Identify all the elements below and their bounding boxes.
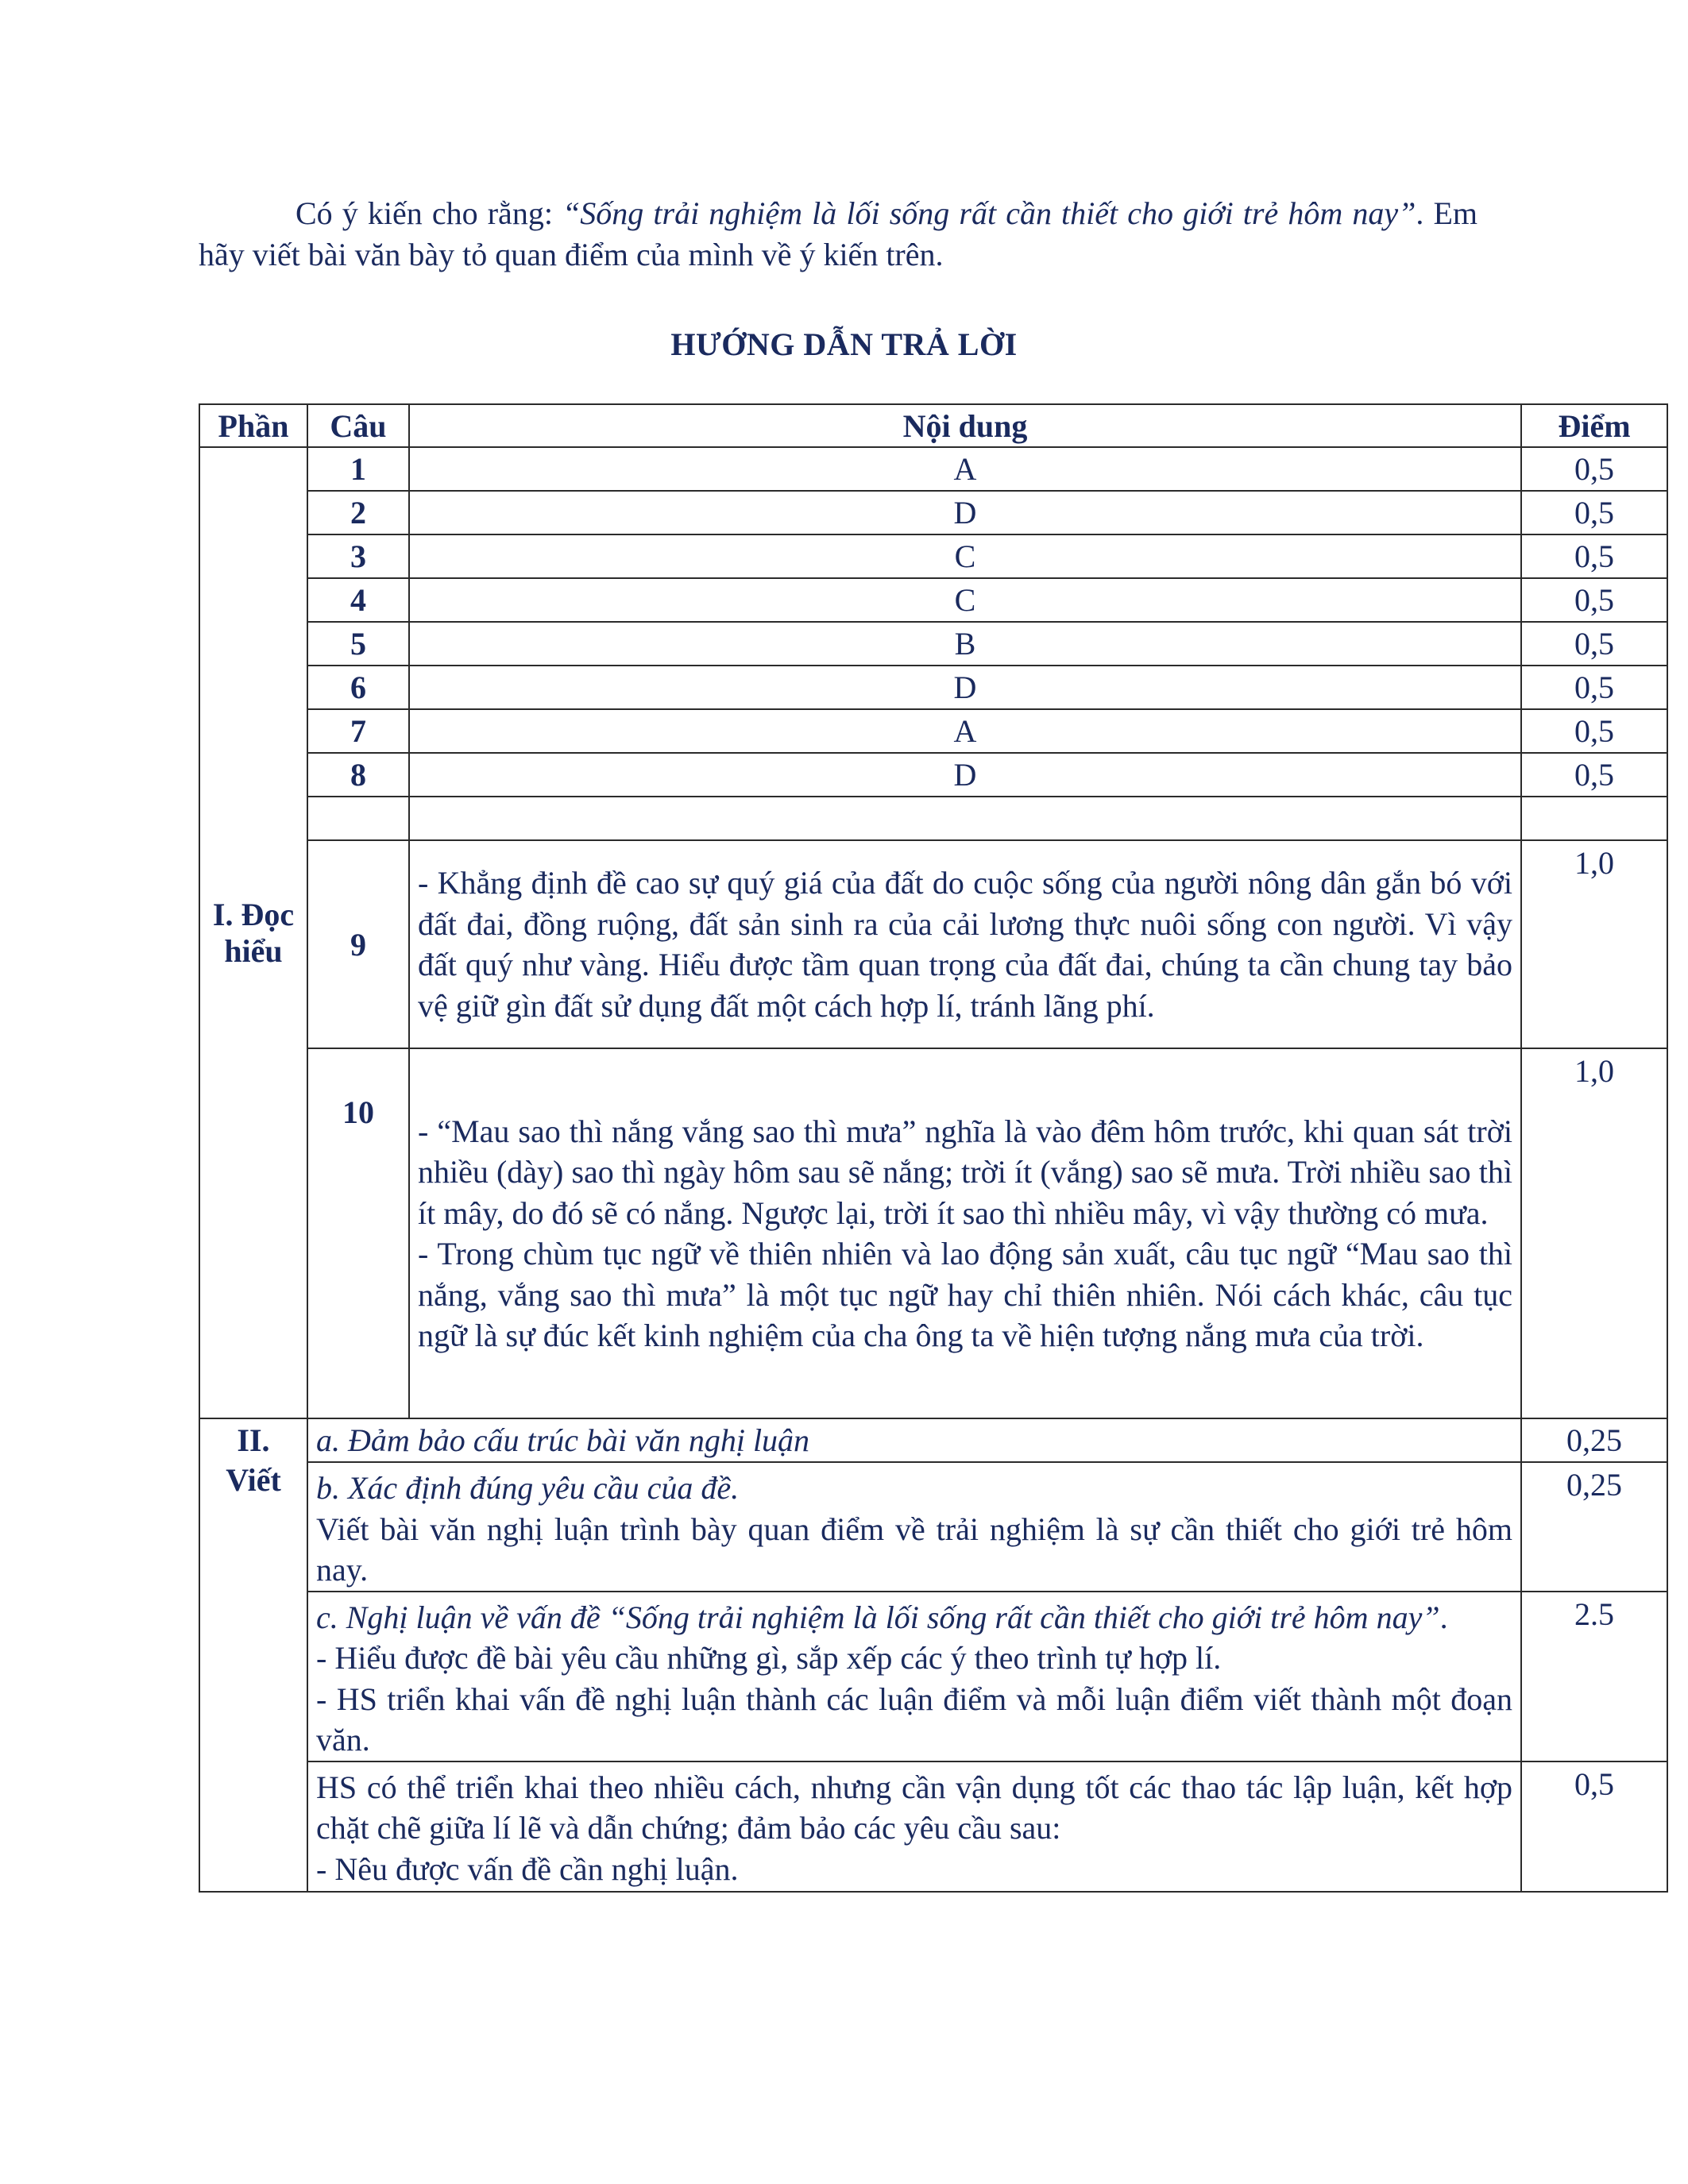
criterion-c-heading	[316, 1597, 1512, 1638]
table-row	[199, 622, 1667, 666]
criterion-b	[307, 1462, 1521, 1592]
table-row	[199, 1462, 1667, 1592]
score-cell: 0,5	[1521, 534, 1667, 578]
answer-cell: D	[409, 753, 1521, 797]
criterion-c-quote: “Sống trải nghiệm là lối sống rất cần thiết cho giới trẻ hôm nay”	[608, 1599, 1440, 1635]
score-cell: 0,5	[1521, 491, 1667, 534]
prompt-quote: “Sống trải nghiệm là lối sống rất cần thiết cho giới trẻ hôm nay”	[562, 195, 1416, 231]
header-diem: Điểm	[1521, 404, 1667, 447]
question-number: 3	[307, 534, 409, 578]
score-cell: 0,25	[1521, 1462, 1667, 1592]
criterion-c-line: - Hiểu được đề bài yêu cầu những gì, sắp xếp các ý theo trình tự hợp lí.	[316, 1640, 1222, 1676]
answer-paragraph: - Khẳng định đề cao sự quý giá của đất do cuộc sống của người nông dân gắn bó với đất đai, đồng ruộng, đất sản sinh ra của cải lương thực nuôi sống con người. Vì vậy đất quý như vàng. Hiểu được tầm quan trọng của đất đai, chúng ta cần chung tay bảo vệ giữ gìn đất sử dụng đất một cách hợp lí, tránh lãng phí.	[409, 840, 1521, 1048]
score-cell: 0,5	[1521, 447, 1667, 491]
answer-cell: D	[409, 491, 1521, 534]
table-header-row	[199, 404, 1667, 447]
score-cell: 0,25	[1521, 1418, 1667, 1462]
question-number: 4	[307, 578, 409, 622]
score-cell: 0,5	[1521, 709, 1667, 753]
question-number: 6	[307, 666, 409, 709]
answer-cell: A	[409, 447, 1521, 491]
question-number: 8	[307, 753, 409, 797]
score-cell: 0,5	[1521, 666, 1667, 709]
answer-table	[199, 403, 1668, 1893]
question-number: 7	[307, 709, 409, 753]
table-row-q9	[199, 840, 1667, 1048]
table-row	[199, 534, 1667, 578]
prompt-rest: . Em hãy viết bài văn bày tỏ quan điểm của mình về ý kiến trên.	[199, 195, 1477, 272]
section-doc-hieu: I. Đọc hiểu	[199, 447, 307, 1418]
empty-cell	[1521, 797, 1667, 840]
table-row	[199, 753, 1667, 797]
answer-paragraph	[409, 1048, 1521, 1418]
answer-cell: C	[409, 578, 1521, 622]
header-noi-dung: Nội dung	[409, 404, 1521, 447]
score-cell: 2.5	[1521, 1592, 1667, 1761]
table-row-empty	[199, 797, 1667, 840]
empty-cell	[307, 797, 409, 840]
answer-cell: A	[409, 709, 1521, 753]
score-cell: 0,5	[1521, 753, 1667, 797]
criterion-a-text: a. Đảm bảo cấu trúc bài văn nghị luận	[316, 1422, 810, 1458]
score-cell: 0,5	[1521, 622, 1667, 666]
score-cell: 1,0	[1521, 1048, 1667, 1418]
answer-cell: C	[409, 534, 1521, 578]
criterion-b-text: Viết bài văn nghị luận trình bày quan điểm về trải nghiệm là sự cần thiết cho giới trẻ hôm nay.	[316, 1511, 1512, 1588]
answer-guide-title: HƯỚNG DẪN TRẢ LỜI	[670, 326, 1018, 362]
header-cau: Câu	[307, 404, 409, 447]
answer-cell: B	[409, 622, 1521, 666]
table-row	[199, 1418, 1667, 1462]
score-cell: 0,5	[1521, 1761, 1667, 1893]
table-row	[199, 578, 1667, 622]
question-number: 9	[307, 840, 409, 1048]
exam-prompt-text	[199, 193, 1477, 276]
table-row	[199, 709, 1667, 753]
question-number: 5	[307, 622, 409, 666]
prompt-lead: Có ý kiến cho rằng:	[295, 195, 563, 231]
criterion-a	[307, 1418, 1521, 1462]
section-viet: II. Viết	[199, 1418, 307, 1892]
criterion-c-end: .	[1439, 1599, 1448, 1635]
question-number: 2	[307, 491, 409, 534]
table-row	[199, 491, 1667, 534]
empty-cell	[409, 797, 1521, 840]
criterion-d-text: HS có thể triển khai theo nhiều cách, nhưng cần vận dụng tốt các thao tác lập luận, kết hợp chặt chẽ giữa lí lẽ và dẫn chứng; đảm bảo các yêu cầu sau:	[316, 1769, 1512, 1846]
header-phan: Phần	[199, 404, 307, 447]
table-row	[199, 1761, 1667, 1893]
answer-cell: D	[409, 666, 1521, 709]
table-row	[199, 447, 1667, 491]
criterion-c-lead: c. Nghị luận về vấn đề	[316, 1599, 608, 1635]
answer-line: - Trong chùm tục ngữ về thiên nhiên và lao động sản xuất, câu tục ngữ “Mau sao thì nắng, vắng sao thì mưa” là một tục ngữ hay chỉ thiên nhiên. Nói cách khác, câu tục ngữ là sự đúc kết kinh nghiệm của cha ông ta về hiện tượng nắng mưa của trời.	[418, 1236, 1512, 1353]
criterion-c-line: - HS triển khai vấn đề nghị luận thành các luận điểm và mỗi luận điểm viết thành một đoạn văn.	[316, 1680, 1512, 1758]
criterion-c	[307, 1592, 1521, 1761]
question-number: 1	[307, 447, 409, 491]
question-number: 10	[307, 1048, 409, 1418]
criterion-d	[307, 1761, 1521, 1893]
answer-line: - “Mau sao thì nắng vắng sao thì mưa” nghĩa là vào đêm hôm trước, khi quan sát trời nhiều (dày) sao thì ngày hôm sau sẽ nắng; trời ít (vắng) sao sẽ mưa. Trời nhiều sao thì ít mây, do đó sẽ có nắng. Ngược lại, trời ít sao thì nhiều mây, vì vậy thường có mưa.	[418, 1113, 1512, 1231]
criterion-b-title: b. Xác định đúng yêu cầu của đề.	[316, 1470, 740, 1506]
score-cell: 1,0	[1521, 840, 1667, 1048]
table-row	[199, 666, 1667, 709]
score-cell: 0,5	[1521, 578, 1667, 622]
exam-prompt	[199, 193, 1477, 276]
table-row	[199, 1592, 1667, 1761]
criterion-d-text: - Nêu được vấn đề cần nghị luận.	[316, 1850, 739, 1887]
